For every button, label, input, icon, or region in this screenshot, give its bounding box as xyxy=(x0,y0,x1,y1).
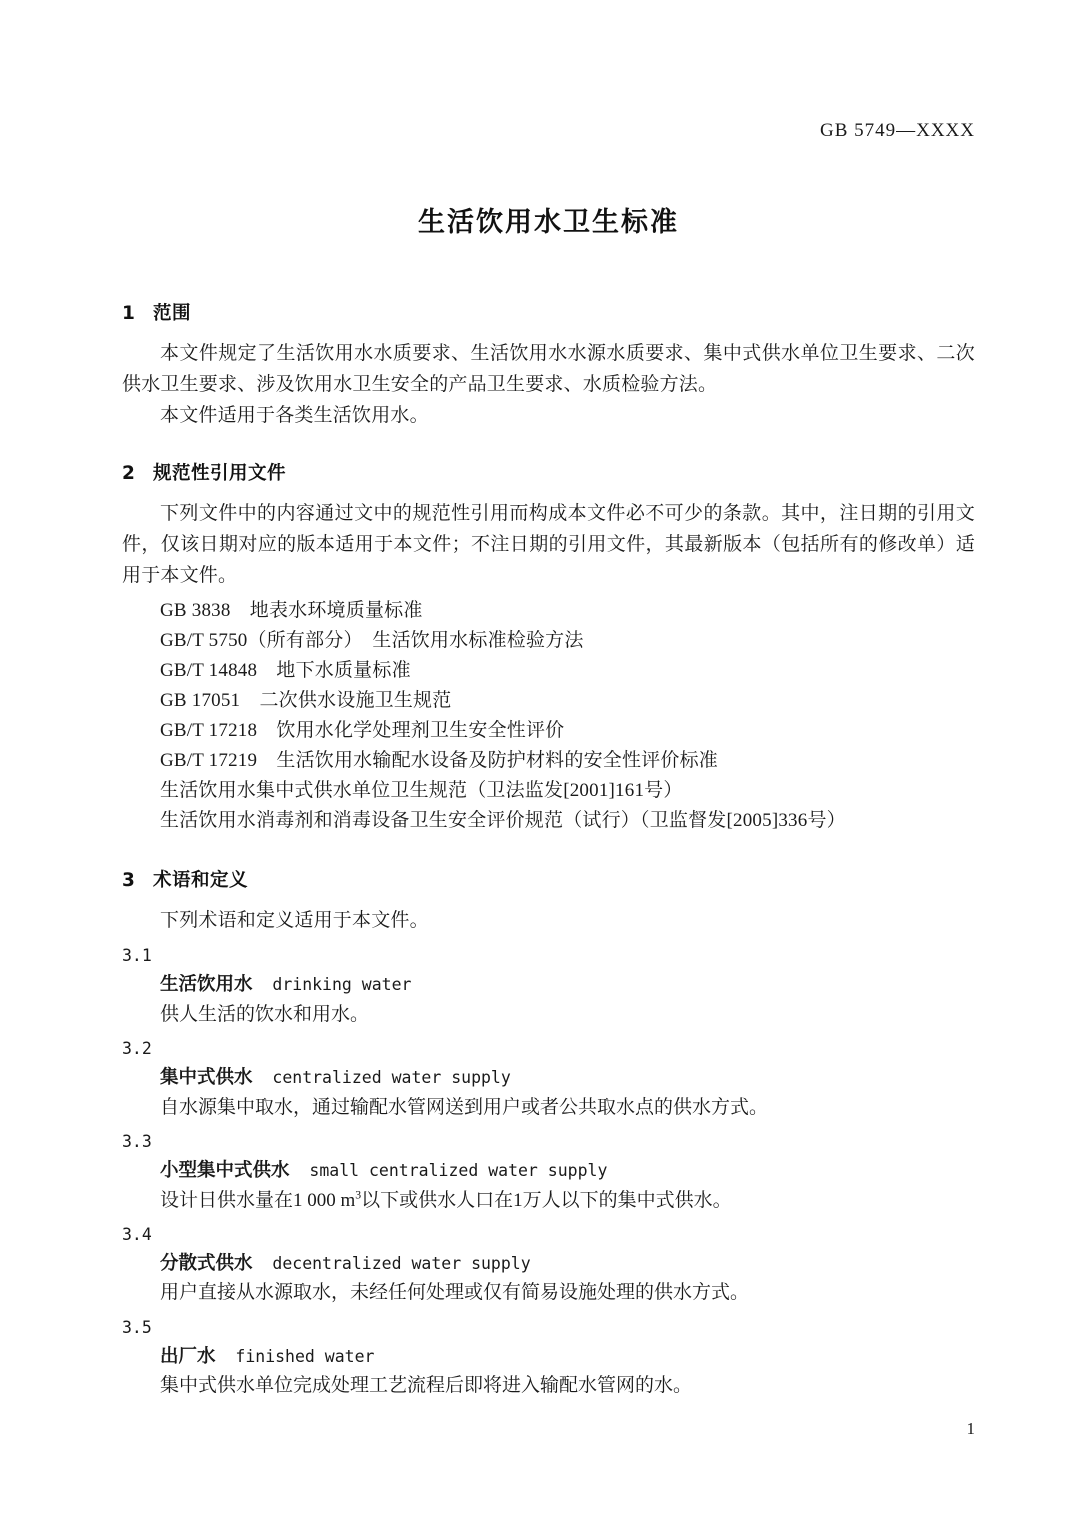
list-item: GB/T 5750（所有部分） 生活饮用水标准检验方法 xyxy=(160,629,584,651)
list-item: GB 17051 二次供水设施卫生规范 xyxy=(160,689,452,711)
section-number-1: 1 xyxy=(122,303,136,324)
section-2-paragraph-1: 下列文件中的内容通过文中的规范性引用而构成本文件必不可少的条款。其中，注日期的引用文件，仅该日期对应的版本适用于本文件；不注日期的引用文件，其最新版本（包括所有的修改单）适用于本文件。 xyxy=(122,503,975,586)
term-number: 3.1 xyxy=(122,946,152,966)
term-definition: 自水源集中取水，通过输配水管网送到用户或者公共取水点的供水方式。 xyxy=(160,1096,769,1118)
section-number-2: 2 xyxy=(122,463,136,485)
term-entry xyxy=(122,944,975,1029)
term-entry xyxy=(122,1130,975,1215)
term-number: 3.2 xyxy=(122,1039,152,1059)
term-name-en: small centralized water supply xyxy=(309,1160,608,1180)
term-name-en: decentralized water supply xyxy=(272,1253,531,1273)
normative-reference-list xyxy=(122,596,975,836)
page-title: 生活饮用水卫生标准 xyxy=(418,207,679,238)
term-name-en: centralized water supply xyxy=(272,1068,511,1088)
term-name-cn: 小型集中式供水 xyxy=(160,1159,290,1181)
term-title xyxy=(122,1249,975,1279)
term-definition: 用户直接从水源取水，未经任何处理或仅有简易设施处理的供水方式。 xyxy=(160,1282,750,1304)
list-item: GB/T 17219 生活饮用水输配水设备及防护材料的安全性评价标准 xyxy=(160,749,718,771)
term-number: 3.5 xyxy=(122,1317,152,1337)
section-terms-and-definitions xyxy=(122,866,975,1401)
term-name-cn: 集中式供水 xyxy=(160,1067,253,1089)
term-name-en: finished water xyxy=(235,1346,375,1366)
term-name-cn: 分散式供水 xyxy=(160,1252,253,1274)
term-definition xyxy=(122,1186,975,1215)
term-name-en: drinking water xyxy=(272,975,412,995)
term-number: 3.3 xyxy=(122,1132,152,1152)
section-title-3: 术语和定义 xyxy=(153,869,249,891)
list-item: GB 3838 地表水环境质量标准 xyxy=(160,599,423,621)
section-range xyxy=(122,299,975,431)
list-item: GB/T 14848 地下水质量标准 xyxy=(160,659,411,681)
list-item: GB/T 17218 饮用水化学处理剂卫生安全性评价 xyxy=(160,719,565,741)
section-heading-2 xyxy=(122,459,975,485)
term-entry xyxy=(122,1223,975,1308)
term-title xyxy=(122,1342,975,1372)
term-title xyxy=(122,1156,975,1186)
term-entry xyxy=(122,1316,975,1401)
section-1-paragraph-1: 本文件规定了生活饮用水水质要求、生活饮用水水源水质要求、集中式供水单位卫生要求、二次供水卫生要求、涉及饮用水卫生安全的产品卫生要求、水质检验方法。 xyxy=(122,343,975,395)
section-heading-1 xyxy=(122,299,975,325)
term-definition: 集中式供水单位完成处理工艺流程后即将进入输配水管网的水。 xyxy=(160,1375,693,1397)
section-3-paragraph-1: 下列术语和定义适用于本文件。 xyxy=(160,909,429,931)
page-number: 1 xyxy=(966,1419,975,1438)
term-name-cn: 生活饮用水 xyxy=(160,974,253,996)
term-name-cn: 出厂水 xyxy=(160,1345,216,1367)
section-1-paragraph-2: 本文件适用于各类生活饮用水。 xyxy=(160,404,429,426)
term-title xyxy=(122,1063,975,1093)
list-item: 生活饮用水集中式供水单位卫生规范（卫法监发[2001]161号） xyxy=(160,779,683,801)
term-definition-pre: 设计日供水量在1 000 m xyxy=(160,1189,356,1211)
standard-code-header: GB 5749—XXXX xyxy=(819,120,975,141)
term-definition-post: 以下或供水人口在1万人以下的集中式供水。 xyxy=(361,1189,732,1211)
section-heading-3 xyxy=(122,866,975,892)
section-number-3: 3 xyxy=(122,869,136,891)
term-definition-superscript: 3 xyxy=(355,1188,362,1202)
section-title-1: 范围 xyxy=(153,303,192,324)
section-title-2: 规范性引用文件 xyxy=(153,463,287,485)
list-item: 生活饮用水消毒剂和消毒设备卫生安全评价规范（试行）（卫监督发[2005]336号） xyxy=(160,809,846,831)
section-normative-references xyxy=(122,459,975,835)
term-title xyxy=(122,970,975,1000)
term-definition: 供人生活的饮水和用水。 xyxy=(160,1003,370,1025)
term-number: 3.4 xyxy=(122,1225,152,1245)
term-entry xyxy=(122,1037,975,1122)
